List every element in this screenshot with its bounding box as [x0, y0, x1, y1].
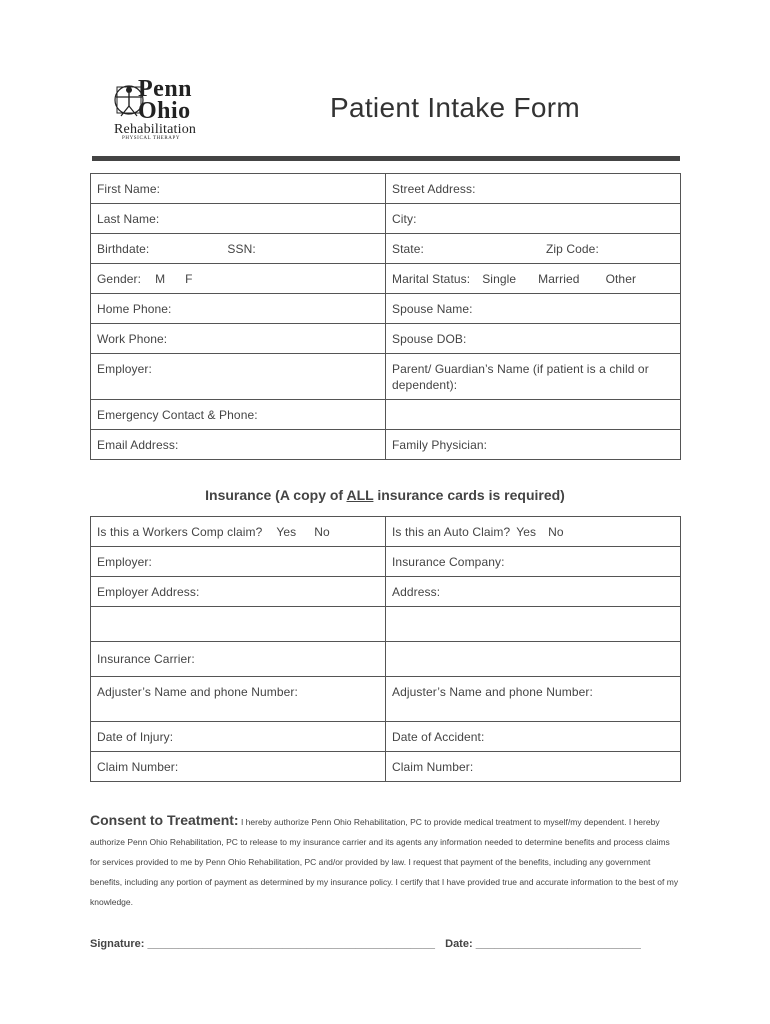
work-phone-field[interactable] [91, 324, 386, 354]
date-input-line[interactable]: ___________________________ [475, 938, 641, 950]
insurance-heading-emphasis: ALL [346, 487, 374, 503]
ins-employer-label: Employer: [97, 554, 152, 569]
table-row [91, 264, 681, 294]
claim-number-left-field[interactable] [91, 752, 386, 782]
birthdate-ssn-field[interactable] [91, 234, 386, 264]
workers-comp-no[interactable]: No [314, 524, 330, 539]
emergency-contact-label: Emergency Contact & Phone: [97, 407, 258, 422]
marital-option-other[interactable]: Other [605, 271, 637, 286]
title-divider [92, 156, 680, 161]
date-of-injury-field[interactable] [91, 722, 386, 752]
email-label: Email Address: [97, 437, 179, 452]
employer-field[interactable] [91, 354, 386, 400]
claim-number-right-field[interactable] [386, 752, 681, 782]
zip-label: Zip Code: [545, 241, 599, 256]
gender-option-f[interactable]: F [185, 271, 193, 286]
workers-comp-question: Is this a Workers Comp claim? [97, 524, 263, 539]
logo-tagline: PHYSICAL THERAPY [122, 136, 181, 141]
ins-address-line2-cell[interactable] [386, 607, 681, 642]
date-of-injury-label: Date of Injury: [97, 729, 174, 744]
street-address-field[interactable] [386, 174, 681, 204]
claim-number-right-label: Claim Number: [392, 759, 474, 774]
penn-ohio-logo [112, 78, 222, 142]
logo-ohio-text: Ohio [138, 98, 191, 124]
table-row [91, 204, 681, 234]
home-phone-field[interactable] [91, 294, 386, 324]
employer-address-label: Employer Address: [97, 584, 200, 599]
last-name-field[interactable] [91, 204, 386, 234]
consent-paragraph [90, 810, 682, 912]
table-row [91, 577, 681, 607]
state-label: State: [392, 241, 424, 256]
adjuster-left-field[interactable] [91, 677, 386, 722]
city-field[interactable] [386, 204, 681, 234]
marital-option-single[interactable]: Single [482, 271, 517, 286]
marital-option-married[interactable]: Married [538, 271, 580, 286]
work-phone-label: Work Phone: [97, 331, 168, 346]
family-physician-field[interactable] [386, 430, 681, 460]
spouse-dob-field[interactable] [386, 324, 681, 354]
table-row [91, 324, 681, 354]
state-zip-field[interactable] [386, 234, 681, 264]
table-row [91, 722, 681, 752]
emergency-contact-field[interactable] [91, 400, 386, 430]
email-field[interactable] [91, 430, 386, 460]
table-row [91, 547, 681, 577]
date-of-accident-field[interactable] [386, 722, 681, 752]
birthdate-label: Birthdate: [97, 241, 150, 256]
first-name-field[interactable] [91, 174, 386, 204]
insurance-company-label: Insurance Company: [392, 554, 505, 569]
employer-label: Employer: [97, 362, 152, 376]
city-label: City: [392, 211, 417, 226]
emergency-contact-blank-cell[interactable] [386, 400, 681, 430]
logo-penn-text: Penn [138, 76, 193, 102]
ins-employer-field[interactable] [91, 547, 386, 577]
street-address-label: Street Address: [392, 181, 476, 196]
marital-status-label: Marital Status: [392, 271, 471, 286]
insurance-table [90, 516, 681, 782]
personal-info-table [90, 173, 681, 460]
gender-label: Gender: [97, 271, 142, 286]
insurance-company-field[interactable] [386, 547, 681, 577]
insurance-carrier-blank-cell[interactable] [386, 642, 681, 677]
ins-address-label: Address: [392, 584, 441, 599]
workers-comp-field[interactable] [91, 517, 386, 547]
table-row [91, 642, 681, 677]
adjuster-left-label: Adjuster’s Name and phone Number: [97, 685, 298, 699]
claim-number-left-label: Claim Number: [97, 759, 179, 774]
table-row [91, 234, 681, 264]
gender-field[interactable] [91, 264, 386, 294]
signature-line [90, 938, 641, 950]
auto-claim-yes[interactable]: Yes [516, 524, 537, 539]
page-title: Patient Intake Form [330, 92, 581, 123]
table-row [91, 517, 681, 547]
insurance-carrier-field[interactable] [91, 642, 386, 677]
table-row [91, 354, 681, 400]
table-row [91, 677, 681, 722]
table-row [91, 430, 681, 460]
consent-body: I hereby authorize Penn Ohio Rehabilitation, PC to provide medical treatment to myself/my dependent. I hereby authorize Penn Ohio Rehabilitation, PC to release to my insurance carrier and its agents any information needed to determine benefits and process claims for services provided to me by Penn Ohio Rehabilitation, PC and/or provided by law. I request that payment of the benefits, including any government benefits, including any portion of payment as determined by my insurance policy. I certify that I have provided true and accurate information to the best of my knowledge. [90, 817, 679, 907]
guardian-name-field[interactable] [386, 354, 681, 400]
adjuster-right-field[interactable] [386, 677, 681, 722]
spouse-name-field[interactable] [386, 294, 681, 324]
date-label: Date: [445, 938, 473, 950]
employer-address-field[interactable] [91, 577, 386, 607]
auto-claim-no[interactable]: No [548, 524, 564, 539]
first-name-label: First Name: [97, 181, 161, 196]
spouse-name-label: Spouse Name: [392, 301, 473, 316]
spouse-dob-label: Spouse DOB: [392, 331, 467, 346]
adjuster-right-label: Adjuster’s Name and phone Number: [392, 685, 593, 699]
ins-address-field[interactable] [386, 577, 681, 607]
table-row [91, 752, 681, 782]
signature-input-line[interactable]: _______________________________________________ [147, 938, 435, 950]
table-row [91, 400, 681, 430]
workers-comp-yes[interactable]: Yes [276, 524, 297, 539]
consent-heading: Consent to Treatment: [90, 812, 239, 828]
insurance-heading [0, 487, 770, 503]
last-name-label: Last Name: [97, 211, 160, 226]
insurance-heading-suffix: insurance cards is required) [373, 487, 565, 503]
table-row [91, 607, 681, 642]
auto-claim-field[interactable] [386, 517, 681, 547]
family-physician-label: Family Physician: [392, 437, 488, 452]
marital-status-field[interactable] [386, 264, 681, 294]
date-of-accident-label: Date of Accident: [392, 729, 485, 744]
auto-claim-question: Is this an Auto Claim? [392, 524, 511, 539]
logo-rehabilitation-text: Rehabilitation [114, 122, 197, 137]
employer-address-line2-cell[interactable] [91, 607, 386, 642]
insurance-heading-prefix: Insurance (A copy of [205, 487, 347, 503]
table-row [91, 174, 681, 204]
home-phone-label: Home Phone: [97, 301, 172, 316]
table-row [91, 294, 681, 324]
guardian-name-label: Parent/ Guardian’s Name (if patient is a child or dependent): [392, 362, 649, 392]
insurance-carrier-label: Insurance Carrier: [97, 652, 195, 666]
ssn-label: SSN: [227, 241, 256, 256]
gender-option-m[interactable]: M [155, 271, 166, 286]
signature-label: Signature: [90, 938, 145, 950]
